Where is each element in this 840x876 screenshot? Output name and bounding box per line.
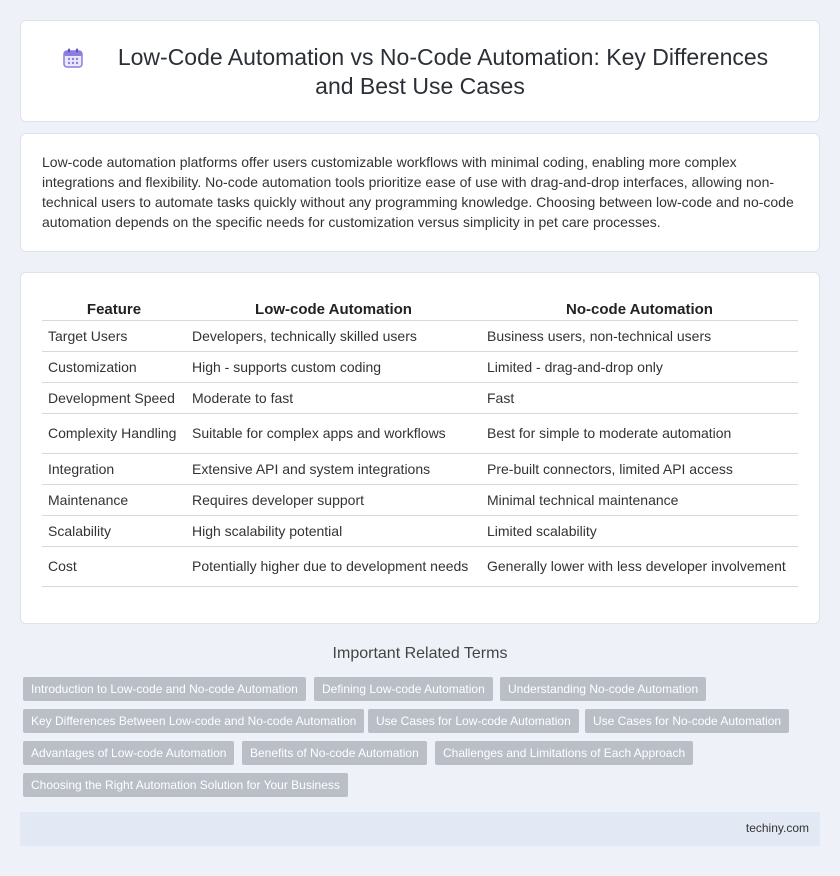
related-term-tag[interactable]: Challenges and Limitations of Each Approach <box>435 741 693 765</box>
related-term-tag[interactable]: Defining Low-code Automation <box>314 677 493 701</box>
table-cell: Best for simple to moderate automation <box>481 413 798 453</box>
related-term-tag[interactable]: Key Differences Between Low-code and No-code Automation <box>23 709 364 733</box>
table-cell: Extensive API and system integrations <box>186 453 481 484</box>
table-cell: Development Speed <box>42 382 186 413</box>
table-row <box>42 453 798 484</box>
table-row <box>42 515 798 546</box>
table-row <box>42 320 798 351</box>
table-cell: High scalability potential <box>186 515 481 546</box>
footer <box>20 812 820 846</box>
title-card <box>20 20 820 122</box>
table-cell: Requires developer support <box>186 484 481 515</box>
page-title-line2: and Best Use Cases <box>315 73 525 99</box>
related-term-tag[interactable]: Understanding No-code Automation <box>500 677 706 701</box>
table-cell: Target Users <box>42 320 186 351</box>
table-cell: Business users, non-technical users <box>481 320 798 351</box>
related-terms-heading: Important Related Terms <box>332 645 508 662</box>
table-cell: Complexity Handling <box>42 413 186 453</box>
table-cell: Minimal technical maintenance <box>481 484 798 515</box>
table-cell: Maintenance <box>42 484 186 515</box>
table-cell: Customization <box>42 351 186 382</box>
comparison-table-card <box>20 272 820 624</box>
related-term-tag[interactable]: Choosing the Right Automation Solution for Your Business <box>23 773 348 797</box>
table-row <box>42 413 798 453</box>
related-term-tag[interactable]: Use Cases for Low-code Automation <box>368 709 579 733</box>
table-cell: Moderate to fast <box>186 382 481 413</box>
table-row <box>42 382 798 413</box>
column-header-no-code: No-code Automation <box>481 294 798 320</box>
table-row <box>42 351 798 382</box>
related-term-tag[interactable]: Benefits of No-code Automation <box>242 741 427 765</box>
table-cell: Pre-built connectors, limited API access <box>481 453 798 484</box>
table-cell: Integration <box>42 453 186 484</box>
table-cell: Limited - drag-and-drop only <box>481 351 798 382</box>
table-cell: Suitable for complex apps and workflows <box>186 413 481 453</box>
table-cell: Scalability <box>42 515 186 546</box>
column-header-low-code: Low-code Automation <box>186 294 481 320</box>
table-header-row <box>42 294 798 320</box>
table-row <box>42 484 798 515</box>
table-cell: Developers, technically skilled users <box>186 320 481 351</box>
summary-text: Low-code automation platforms offer users customizable workflows with minimal coding, enabling more complex integrations and flexibility. No-code automation tools prioritize ease of use with drag-and-drop interfaces, allowing non-technical users to automate tasks quickly without any programming knowledge. Choosing between low-code and no-code automation depends on the specific needs for customization versus simplicity in pet care processes. <box>42 154 794 230</box>
table-cell: Potentially higher due to development needs <box>186 546 481 586</box>
table-cell: Cost <box>42 546 186 586</box>
table-cell: Limited scalability <box>481 515 798 546</box>
table-cell: Fast <box>481 382 798 413</box>
related-term-tag[interactable]: Use Cases for No-code Automation <box>585 709 789 733</box>
table-cell: High - supports custom coding <box>186 351 481 382</box>
related-term-tag[interactable]: Introduction to Low-code and No-code Automation <box>23 677 306 701</box>
column-header-feature: Feature <box>42 294 186 320</box>
table-cell: Generally lower with less developer involvement <box>481 546 798 586</box>
footer-site-link[interactable]: techiny.com <box>745 821 809 835</box>
related-term-tag[interactable]: Advantages of Low-code Automation <box>23 741 234 765</box>
comparison-table <box>42 294 798 587</box>
summary-card <box>20 133 820 252</box>
page-title-line1: Low-Code Automation vs No-Code Automation: Key Differences <box>117 44 769 70</box>
table-row <box>42 546 798 586</box>
page-title <box>21 43 819 101</box>
